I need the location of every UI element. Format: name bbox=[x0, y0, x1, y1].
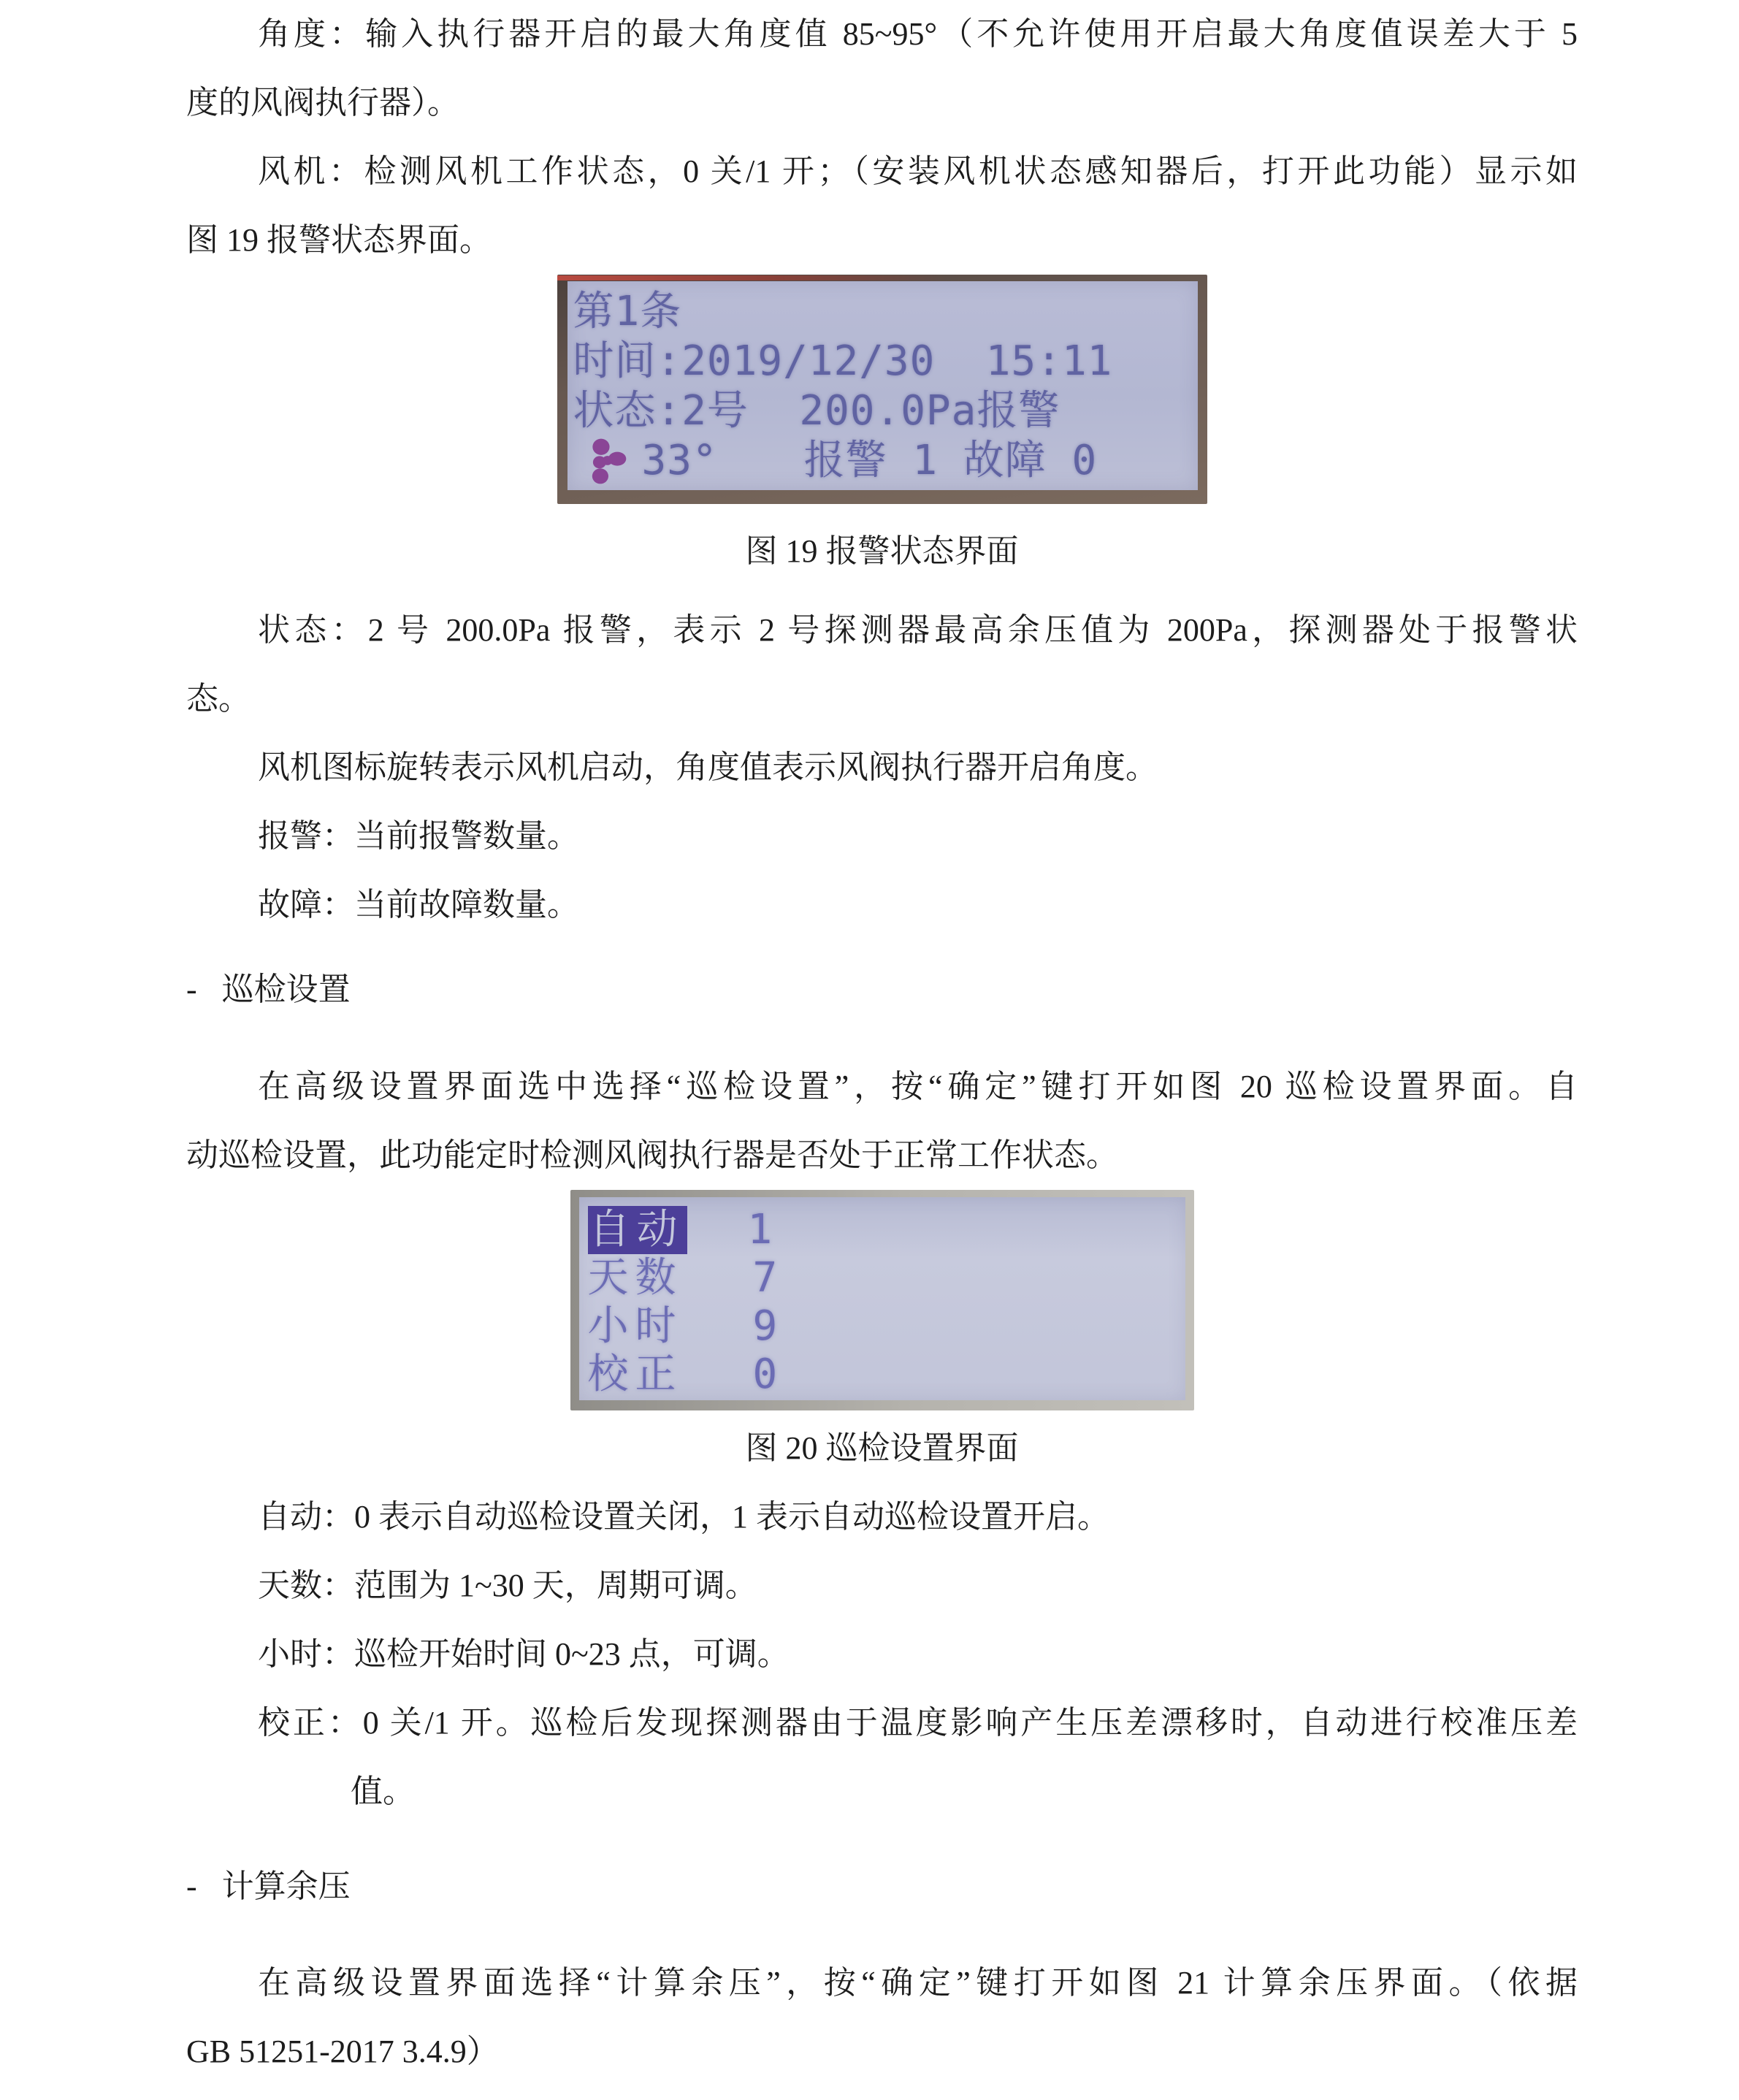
text-line: 状态：2 号 200.0Pa 报警，表示 2 号探测器最高余压值为 200Pa，探测器处于报警状 bbox=[258, 612, 1578, 648]
lcd-setting-label: 天数 bbox=[587, 1254, 683, 1302]
figure-20-caption: 图 20 巡检设置界面 bbox=[745, 1430, 1019, 1466]
lcd-alarm-fault-counts: 报警 1 故障 0 bbox=[803, 437, 1098, 484]
text-line: 值。 bbox=[351, 1773, 415, 1809]
text-line: 图 19 报警状态界面。 bbox=[186, 222, 492, 258]
lcd-setting-value: 1 bbox=[747, 1206, 773, 1253]
lcd-screen-inspection-settings bbox=[579, 1197, 1185, 1400]
lcd-damper-angle: 33° bbox=[641, 437, 718, 484]
lcd-setting-row-hour bbox=[588, 1302, 1185, 1351]
bullet-dash: - bbox=[186, 971, 197, 1007]
heading-calc-residual-pressure bbox=[186, 1852, 1578, 1921]
text-line: 风机：检测风机工作状态，0 关/1 开；（安装风机状态感知器后，打开此功能）显示如 bbox=[258, 153, 1578, 189]
bullet-dash: - bbox=[186, 1868, 197, 1904]
lcd-setting-label: 小时 bbox=[587, 1302, 683, 1350]
paragraph-correction-desc bbox=[186, 1689, 1578, 1826]
heading-inspection-settings bbox=[186, 955, 1578, 1024]
lcd-setting-value: 0 bbox=[752, 1351, 778, 1398]
lcd-setting-value: 9 bbox=[752, 1302, 778, 1350]
figure-19-lcd-photo bbox=[557, 275, 1207, 504]
text-line: 态。 bbox=[186, 681, 251, 717]
paragraph-fan-icon-note: 风机图标旋转表示风机启动，角度值表示风阀执行器开启角度。 bbox=[258, 749, 1158, 785]
text-line: 校正：0 关/1 开。巡检后发现探测器由于温度影响产生压差漂移时，自动进行校准压差 bbox=[258, 1705, 1578, 1741]
paragraph-days-desc: 天数：范围为 1~30 天，周期可调。 bbox=[258, 1568, 757, 1603]
paragraph-inspection-intro bbox=[186, 1053, 1578, 1190]
heading-label: 计算余压 bbox=[221, 1868, 351, 1904]
figure-20-lcd-photo bbox=[570, 1190, 1194, 1410]
lcd-setting-label: 自动 bbox=[588, 1206, 687, 1254]
paragraph-calc-intro bbox=[186, 1949, 1578, 2086]
text-line: 角度：输入执行器开启的最大角度值 85~95°（不允许使用开启最大角度值误差大于 5 bbox=[258, 16, 1578, 52]
lcd-time-row: 时间:2019/12/30 15:11 bbox=[573, 337, 1113, 385]
lcd-setting-row-days bbox=[588, 1254, 1185, 1302]
lcd-screen-alarm-status bbox=[567, 281, 1198, 490]
paragraph-hour-desc: 小时：巡检开始时间 0~23 点，可调。 bbox=[258, 1636, 790, 1672]
text-line: 在高级设置界面选择“计算余压”，按“确定”键打开如图 21 计算余压界面。（依据 bbox=[258, 1965, 1578, 2001]
paragraph-fault-count: 故障：当前故障数量。 bbox=[258, 887, 579, 923]
paragraph-angle bbox=[186, 0, 1578, 137]
lcd-setting-row-auto bbox=[588, 1206, 1185, 1254]
lcd-bottom-row bbox=[573, 436, 1198, 486]
fan-icon bbox=[585, 437, 632, 485]
paragraph-fan bbox=[186, 137, 1578, 275]
text-line: 动巡检设置，此功能定时检测风阀执行器是否处于正常工作状态。 bbox=[186, 1137, 1118, 1173]
text-line: 度的风阀执行器）。 bbox=[186, 85, 459, 121]
paragraph-alarm-count: 报警：当前报警数量。 bbox=[258, 818, 579, 854]
heading-label: 巡检设置 bbox=[221, 971, 351, 1007]
paragraph-auto-desc: 自动：0 表示自动巡检设置关闭，1 表示自动巡检设置开启。 bbox=[258, 1499, 1109, 1535]
paragraph-status bbox=[186, 596, 1578, 733]
lcd-setting-value: 7 bbox=[752, 1254, 778, 1302]
lcd-record-number: 第1条 bbox=[573, 288, 682, 335]
figure-19-caption: 图 19 报警状态界面 bbox=[745, 533, 1019, 569]
lcd-status-row: 状态:2号 200.0Pa报警 bbox=[573, 387, 1060, 435]
text-line: 在高级设置界面选中选择“巡检设置”，按“确定”键打开如图 20 巡检设置界面。自 bbox=[258, 1069, 1578, 1104]
text-line: GB 51251-2017 3.4.9） bbox=[186, 2034, 499, 2069]
document-body bbox=[186, 0, 1578, 2086]
lcd-setting-row-correction bbox=[588, 1351, 1185, 1399]
lcd-setting-label: 校正 bbox=[587, 1351, 683, 1398]
